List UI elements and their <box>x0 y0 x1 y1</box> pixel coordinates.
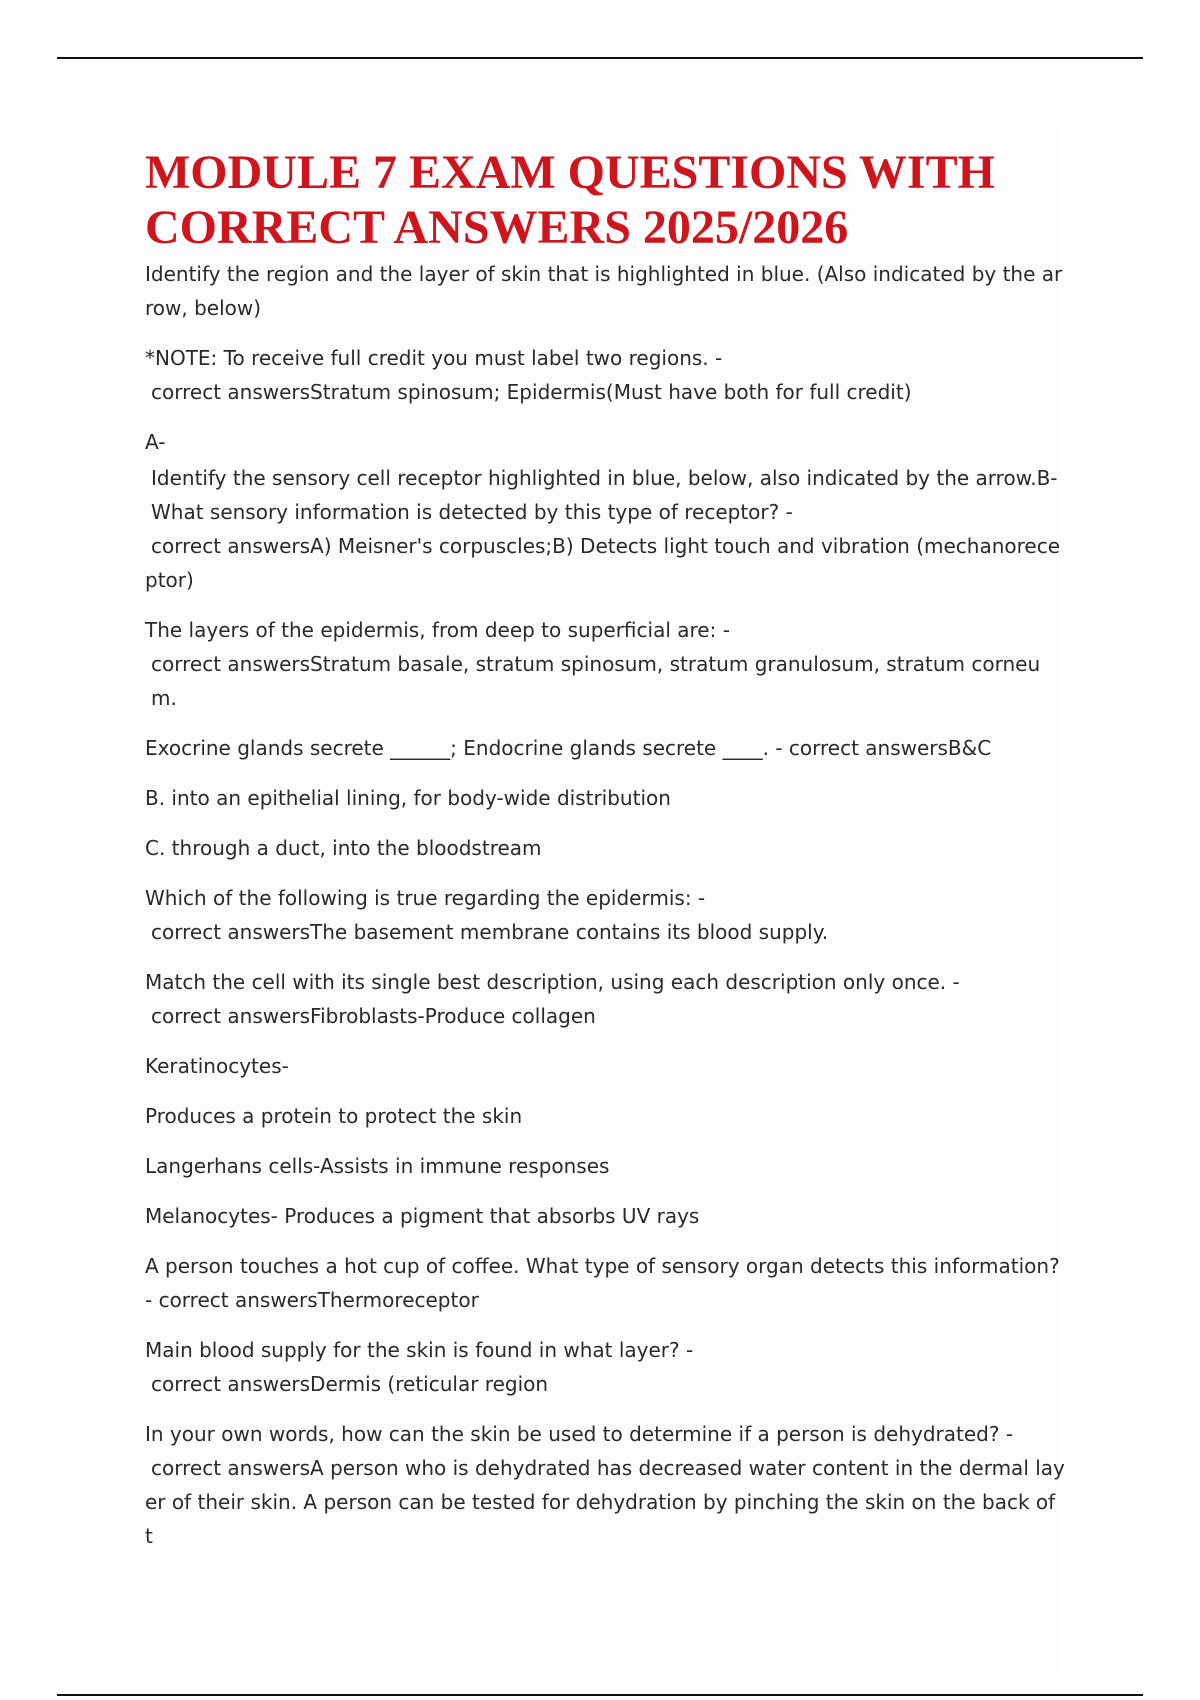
paragraph <box>145 341 1065 409</box>
answer-text: correct answersThe basement membrane contains its blood supply. <box>151 920 829 944</box>
paragraph <box>145 613 1065 715</box>
paragraph <box>145 425 1065 459</box>
question-text: Exocrine glands secrete ______; Endocrine glands secrete ____. - correct answersB&C <box>145 736 992 760</box>
paragraph <box>145 731 1065 765</box>
paragraph <box>145 1333 1065 1401</box>
question-text: In your own words, how can the skin be used to determine if a person is dehydrated? - <box>145 1422 1014 1446</box>
top-rule <box>57 57 1143 59</box>
paragraph <box>145 831 1065 865</box>
document-title: MODULE 7 EXAM QUESTIONS WITH CORRECT ANSWERS 2025/2026 <box>145 146 995 254</box>
question-text: Which of the following is true regarding the epidermis: - <box>145 886 706 910</box>
bottom-rule <box>57 1694 1143 1696</box>
paragraph <box>145 1417 1065 1553</box>
answer-text: correct answersStratum spinosum; Epidermis(Must have both for full credit) <box>151 380 912 404</box>
question-text: Produces a protein to protect the skin <box>145 1104 523 1128</box>
question-text: Langerhans cells-Assists in immune responses <box>145 1154 610 1178</box>
question-text: Identify the region and the layer of skin that is highlighted in blue. (Also indicated by the arrow, below) <box>145 262 1063 320</box>
question-text: Main blood supply for the skin is found in what layer? - <box>145 1338 694 1362</box>
paragraph <box>145 257 1065 325</box>
question-text: C. through a duct, into the bloodstream <box>145 836 542 860</box>
paragraph <box>145 1199 1065 1233</box>
document-body <box>145 145 1065 1569</box>
question-text: Identify the sensory cell receptor highlighted in blue, below, also indicated by the arrow.B- What sensory information is detected by this type of receptor? - <box>151 466 1058 524</box>
paragraph <box>145 1149 1065 1183</box>
answer-text: correct answersDermis (reticular region <box>151 1372 549 1396</box>
question-text: A- <box>145 430 166 454</box>
question-text: *NOTE: To receive full credit you must label two regions. - <box>145 346 723 370</box>
answer-text: correct answersA person who is dehydrated has decreased water content in the dermal layer of their skin. A person can be tested for dehydration by pinching the skin on the back of t <box>145 1456 1065 1548</box>
paragraph <box>145 881 1065 949</box>
question-text: The layers of the epidermis, from deep to superficial are: - <box>145 618 730 642</box>
paragraph <box>145 1249 1065 1317</box>
question-text: Melanocytes- Produces a pigment that absorbs UV rays <box>145 1204 700 1228</box>
paragraph <box>145 1099 1065 1133</box>
question-text: A person touches a hot cup of coffee. What type of sensory organ detects this information? - correct answersThermoreceptor <box>145 1254 1060 1312</box>
answer-text: correct answersStratum basale, stratum spinosum, stratum granulosum, stratum corneum. <box>151 652 1041 710</box>
paragraph <box>145 965 1065 1033</box>
paragraph <box>145 781 1065 815</box>
question-text: Match the cell with its single best description, using each description only once. - <box>145 970 960 994</box>
answer-text: correct answersFibroblasts-Produce collagen <box>151 1004 596 1028</box>
answer-text: correct answersA) Meisner's corpuscles;B) Detects light touch and vibration (mechanoreceptor) <box>145 534 1061 592</box>
paragraph <box>145 1049 1065 1083</box>
question-text: Keratinocytes- <box>145 1054 289 1078</box>
paragraph <box>145 461 1065 597</box>
question-text: B. into an epithelial lining, for body-wide distribution <box>145 786 671 810</box>
